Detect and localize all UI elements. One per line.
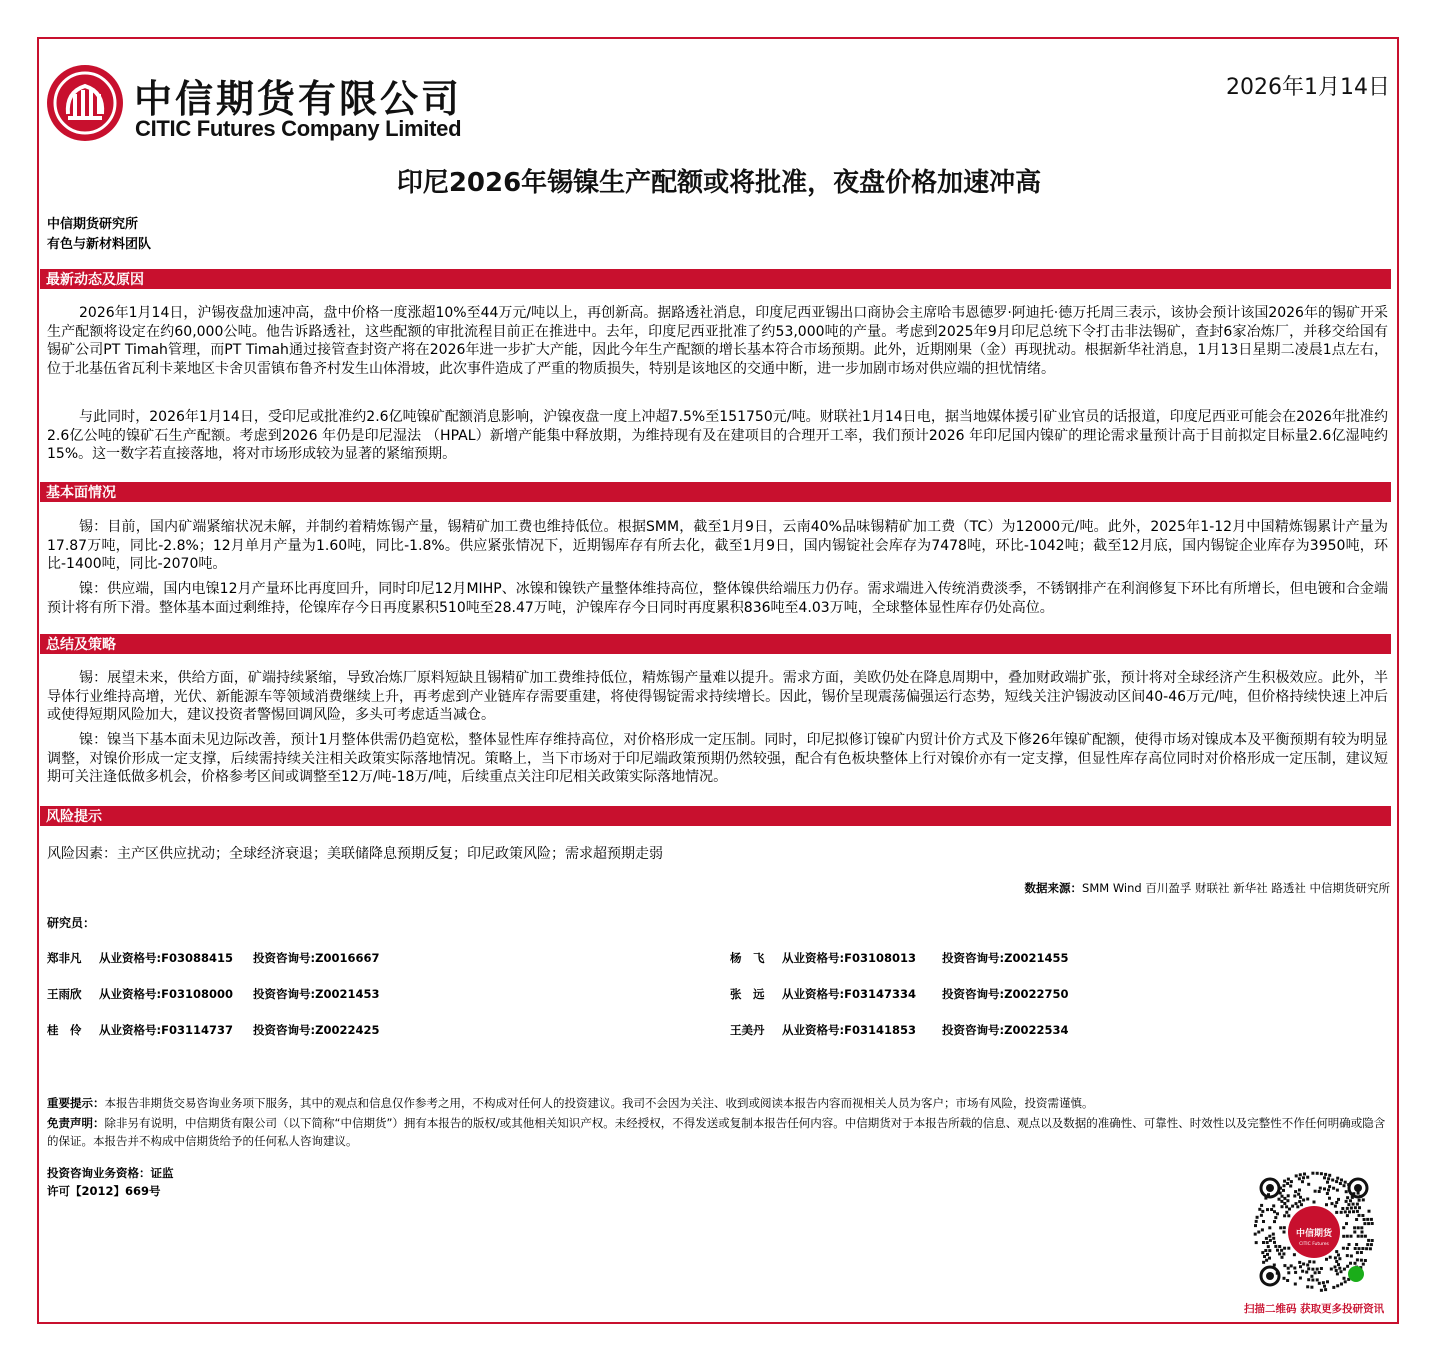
report-title: 印尼2026年锡镍生产配额或将批准，夜盘价格加速冲高 xyxy=(396,168,1042,198)
researcher-name: 王雨欣 xyxy=(47,987,82,1001)
section-heading: 基本面情况 xyxy=(46,485,116,501)
qualification-number: F03108000 xyxy=(161,987,233,1001)
data-source xyxy=(1025,880,1390,896)
researcher-name: 张 远 xyxy=(730,987,765,1001)
researcher-row xyxy=(730,950,1068,966)
important-notice xyxy=(47,1094,1392,1112)
qr-code-icon[interactable] xyxy=(1252,1170,1376,1294)
researcher-name: 王美丹 xyxy=(730,1023,765,1037)
consulting-label: 投资咨询号: xyxy=(942,987,1005,1001)
qualification-label: 从业资格号: xyxy=(782,987,845,1001)
fundamentals-paragraph-1: 锡：目前，国内矿端紧缩状况未解，并制约着精炼锡产量，锡精矿加工费也维持低位。根据SMM，截至1月9日，云南40%品味锡精矿加工费（TC）为12000元/吨。此外，2025年1-12月中国精炼锡累计产量为17.87万吨，同比-2.8%；12月单月产量为1.60吨，同比-1.8%。供应紧张情况下，近期锡库存有所去化，截至1月9日，国内锡锭社会库存为7478吨，环比-1042吨；截至12月底，国内锡锭企业库存为3950吨，环比-1400吨，同比-2070吨。 xyxy=(47,519,1388,572)
consulting-number: Z0022750 xyxy=(1004,987,1069,1001)
consulting-number: Z0022534 xyxy=(1004,1023,1069,1037)
qualification-number: F03147334 xyxy=(844,987,916,1001)
qualification-label: 从业资格号: xyxy=(782,951,845,965)
consulting-number: Z0021455 xyxy=(1004,951,1069,965)
news-paragraph-2: 与此同时，2026年1月14日，受印尼或批准约2.6亿吨镍矿配额消息影响，沪镍夜盘一度上冲超7.5%至151750元/吨。财联社1月14日电，据当地媒体援引矿业官员的话报道，印度尼西亚可能会在2026年批准约2.6亿公吨的镍矿石生产配额。考虑到2026 年仍是印尼湿法 （HPAL）新增产能集中释放期，为维持现有及在建项目的合理开工率，我们预计2026 年印尼国内镍矿的理论需求量预计高于目前拟定目标量2.6亿湿吨约15%。这一数字若直接落地，将对市场形成较为显著的紧缩预期。 xyxy=(47,409,1388,462)
section-header-news xyxy=(40,269,1391,289)
disclaimer-text: 除非另有说明，中信期货有限公司（以下简称“中信期货”）拥有本报告的版权/或其他相关知识产权。未经授权，不得发送或复制本报告任何内容。中信期货对于本报告所载的信息、观点以及数据的准确性、可靠性、时效性以及完整性不作任何明确或隐含的保证。本报告并不构成中信期货给予的任何私人咨询建议。 xyxy=(47,1116,1386,1148)
license-line-1: 投资咨询业务资格：证监 xyxy=(47,1166,174,1180)
consulting-label: 投资咨询号: xyxy=(253,951,316,965)
license-line-2: 许可【2012】669号 xyxy=(47,1184,161,1198)
section-heading: 最新动态及原因 xyxy=(46,272,144,288)
data-source-label: 数据来源： xyxy=(1024,881,1083,895)
qualification-number: F03108013 xyxy=(844,951,916,965)
qr-center-text: 中信期货 xyxy=(1295,1229,1333,1239)
consulting-label: 投资咨询号: xyxy=(253,1023,316,1037)
consulting-number: Z0022425 xyxy=(315,1023,380,1037)
company-name-cn: 中信期货有限公司 xyxy=(134,76,463,121)
news-paragraph-1: 2026年1月14日，沪锡夜盘加速冲高，盘中价格一度涨超10%至44万元/吨以上，再创新高。据路透社消息，印度尼西亚锡出口商协会主席哈韦恩德罗·阿迪托·德万托周三表示，该协会预计该国2026年的锡矿开采生产配额将设定在约60,000公吨。他告诉路透社，这些配额的审批流程目前正在推进中。去年，印度尼西亚批准了约53,000吨的产量。考虑到2025年9月印尼总统下令打击非法锡矿，查封6家冶炼厂，并移交给国有锡矿公司PT Timah管理，而PT Timah通过接管查封资产将在2026年进一步扩大产能，因此今年生产配额的增长基本符合市场预期。此外，近期刚果（金）再现扰动。根据新华社消息，1月13日星期二凌晨1点左右，位于北基伍省瓦利卡莱地区卡舍贝雷镇布鲁齐村发生山体滑坡，此次事件造成了严重的物质损失，特别是该地区的交通中断，进一步加剧市场对供应端的担忧情绪。 xyxy=(47,305,1388,377)
citic-logo-icon xyxy=(46,64,124,142)
qualification-label: 从业资格号: xyxy=(99,951,162,965)
qualification-label: 从业资格号: xyxy=(99,987,162,1001)
consulting-number: Z0021453 xyxy=(315,987,380,1001)
disclaimer xyxy=(47,1114,1392,1150)
section-heading: 风险提示 xyxy=(46,809,102,825)
researcher-row xyxy=(47,950,379,966)
qualification-label: 从业资格号: xyxy=(782,1023,845,1037)
risk-factors: 风险因素：主产区供应扰动；全球经济衰退；美联储降息预期反复；印尼政策风险；需求超预期走弱 xyxy=(47,846,663,862)
important-label: 重要提示： xyxy=(47,1096,105,1110)
consulting-label: 投资咨询号: xyxy=(942,951,1005,965)
qualification-number: F03114737 xyxy=(161,1023,233,1037)
important-text: 本报告非期货交易咨询业务项下服务，其中的观点和信息仅作参考之用，不构成对任何人的投资建议。我司不会因为关注、收到或阅读本报告内容而视相关人员为客户；市场有风险，投资需谨慎。 xyxy=(104,1096,1094,1110)
fundamentals-paragraph-2: 镍：供应端，国内电镍12月产量环比再度回升，同时印尼12月MIHP、冰镍和镍铁产量整体维持高位，整体镍供给端压力仍存。需求端进入传统消费淡季，不锈钢排产在利润修复下环比有所增长，但电镀和合金端预计将有所下滑。整体基本面过剩维持，伦镍库存今日再度累积510吨至28.47万吨，沪镍库存今日同时再度累积836吨至4.03万吨，全球整体显性库存仍处高位。 xyxy=(47,581,1388,616)
section-header-risk xyxy=(40,806,1391,826)
researcher-name: 桂 伶 xyxy=(47,1023,82,1037)
consulting-label: 投资咨询号: xyxy=(942,1023,1005,1037)
qualification-number: F03088415 xyxy=(161,951,233,965)
strategy-paragraph-1: 锡：展望未来，供给方面，矿端持续紧缩，导致冶炼厂原料短缺且锡精矿加工费维持低位，精炼锡产量难以提升。需求方面，美欧仍处在降息周期中，叠加财政端扩张，预计将对全球经济产生积极效应。此外，半导体行业维持高增，光伏、新能源车等领域消费继续上升，再考虑到产业链库存需要重建，将使得锡锭需求持续增长。因此，锡价呈现震荡偏强运行态势，短线关注沪锡波动区间40-46万元/吨，但价格持续快速上冲后或使得短期风险加大，建议投资者警惕回调风险，多头可考虑适当减仓。 xyxy=(47,670,1388,723)
researcher-name: 郑非凡 xyxy=(47,951,82,965)
team-name: 有色与新材料团队 xyxy=(47,237,152,252)
researcher-row xyxy=(730,986,1068,1002)
section-header-strategy xyxy=(40,634,1391,654)
qualification-number: F03141853 xyxy=(844,1023,916,1037)
qualification-label: 从业资格号: xyxy=(99,1023,162,1037)
researcher-name: 杨 飞 xyxy=(730,951,765,965)
institute-name: 中信期货研究所 xyxy=(47,217,139,232)
researchers-label: 研究员： xyxy=(47,916,96,930)
consulting-number: Z0016667 xyxy=(315,951,380,965)
strategy-paragraph-2: 镍：镍当下基本面未见边际改善，预计1月整体供需仍趋宽松，整体显性库存维持高位，对价格形成一定压制。同时，印尼拟修订镍矿内贸计价方式及下修26年镍矿配额，使得市场对镍成本及平衡预期有较为明显调整，对镍价形成一定支撑，后续需持续关注相关政策实际落地情况。策略上，当下市场对于印尼端政策预期仍然较强，配合有色板块整体上行对镍价亦有一定支撑，但显性库存高位同时对价格形成一定压制，建议短期可关注逢低做多机会，价格参考区间或调整至12万/吨-18万/吨，后续重点关注印尼相关政策实际落地情况。 xyxy=(47,732,1388,785)
section-header-fundamentals xyxy=(40,482,1391,502)
data-source-value: SMM Wind 百川盈孚 财联社 新华社 路透社 中信期货研究所 xyxy=(1082,881,1390,895)
qr-center-subtext: CITIC Futures xyxy=(1299,1242,1329,1247)
researcher-row xyxy=(47,986,379,1002)
report-date: 2026年1月14日 xyxy=(1226,75,1390,100)
researcher-row xyxy=(47,1022,379,1038)
company-name-en: CITIC Futures Company Limited xyxy=(135,116,462,141)
disclaimer-label: 免责声明： xyxy=(47,1116,105,1130)
qr-caption: 扫描二维码 获取更多投研资讯 xyxy=(1244,1303,1385,1315)
researcher-row xyxy=(730,1022,1068,1038)
section-heading: 总结及策略 xyxy=(46,637,116,653)
consulting-label: 投资咨询号: xyxy=(253,987,316,1001)
